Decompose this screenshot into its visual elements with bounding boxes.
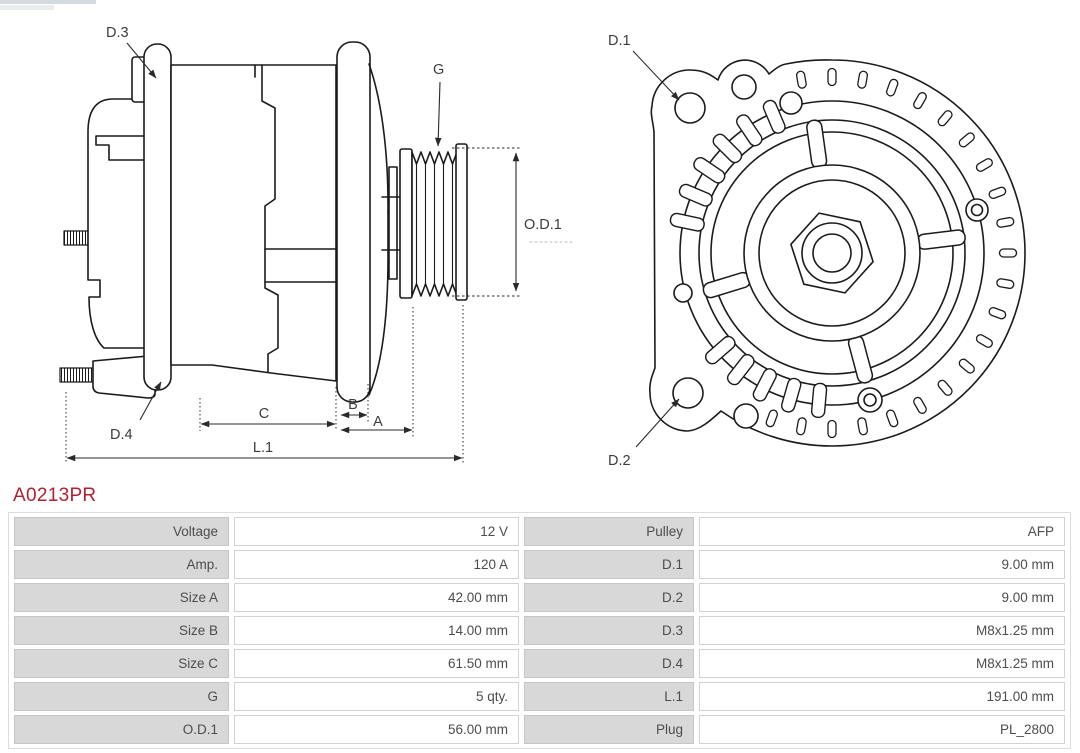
label-dim-c: C xyxy=(258,406,270,422)
spec-row xyxy=(14,715,1065,744)
label-d3: D.3 xyxy=(106,25,129,41)
spec-label-cell: D.2 xyxy=(524,583,694,612)
spec-label-cell: Plug xyxy=(524,715,694,744)
mid-body xyxy=(171,65,336,381)
pulley-left-flange xyxy=(400,149,412,298)
spec-value-cell: PL_2800 xyxy=(699,715,1065,744)
side-view xyxy=(60,42,574,402)
upper-mounting-hole xyxy=(732,75,756,99)
front-ear xyxy=(337,42,370,402)
label-d1: D.1 xyxy=(608,33,631,49)
spec-value-cell: M8x1.25 mm xyxy=(699,616,1065,645)
spec-value-cell: 42.00 mm xyxy=(234,583,519,612)
spec-value-cell: 5 qty. xyxy=(234,682,519,711)
top-small-hole xyxy=(780,92,802,114)
lower-mounting-hole xyxy=(734,404,758,428)
spec-label-cell: Voltage xyxy=(14,517,229,546)
spec-table xyxy=(8,512,1071,749)
stud-upper xyxy=(64,231,88,245)
spec-label-cell: D.3 xyxy=(524,616,694,645)
label-dim-l1: L.1 xyxy=(252,440,274,456)
d1-mounting-hole xyxy=(675,93,705,123)
label-d4: D.4 xyxy=(110,427,133,443)
rear-ear xyxy=(144,44,171,390)
part-number: A0213PR xyxy=(13,485,97,506)
spec-label-cell: O.D.1 xyxy=(14,715,229,744)
spec-label-cell: Size A xyxy=(14,583,229,612)
spec-value-cell: 120 A xyxy=(234,550,519,579)
spec-row xyxy=(14,517,1065,546)
spec-value-cell: 56.00 mm xyxy=(234,715,519,744)
label-g: G xyxy=(433,62,445,78)
shaft xyxy=(389,167,397,279)
watermark-fragment xyxy=(0,0,96,10)
label-od1: O.D.1 xyxy=(524,217,562,233)
spec-value-cell: 61.50 mm xyxy=(234,649,519,678)
spec-label-cell: Size B xyxy=(14,616,229,645)
spec-value-cell: M8x1.25 mm xyxy=(699,649,1065,678)
d2-mounting-hole xyxy=(673,378,703,408)
spec-row xyxy=(14,682,1065,711)
spec-value-cell: 191.00 mm xyxy=(699,682,1065,711)
spec-label-cell: Amp. xyxy=(14,550,229,579)
spec-label-cell: Pulley xyxy=(524,517,694,546)
left-small-hole xyxy=(674,284,692,302)
spec-row xyxy=(14,616,1065,645)
label-dim-b: B xyxy=(348,397,358,413)
front-view xyxy=(650,60,1025,446)
spec-label-cell: L.1 xyxy=(524,682,694,711)
spec-row xyxy=(14,649,1065,678)
spec-label-cell: G xyxy=(14,682,229,711)
spec-row xyxy=(14,550,1065,579)
spec-row xyxy=(14,583,1065,612)
label-dim-a: A xyxy=(373,414,383,430)
g-leader-arrow xyxy=(438,82,440,146)
stud-lower xyxy=(60,368,93,382)
spec-label-cell: D.4 xyxy=(524,649,694,678)
front-bracket xyxy=(369,64,388,395)
spec-value-cell: 14.00 mm xyxy=(234,616,519,645)
shaft-center-hole xyxy=(813,234,851,272)
spec-label-cell: D.1 xyxy=(524,550,694,579)
spec-label-cell: Size C xyxy=(14,649,229,678)
label-d2: D.2 xyxy=(608,453,631,469)
spec-value-cell: AFP xyxy=(699,517,1065,546)
spec-value-cell: 12 V xyxy=(234,517,519,546)
spec-value-cell: 9.00 mm xyxy=(699,583,1065,612)
pulley-right-flange xyxy=(456,144,467,300)
spec-value-cell: 9.00 mm xyxy=(699,550,1065,579)
